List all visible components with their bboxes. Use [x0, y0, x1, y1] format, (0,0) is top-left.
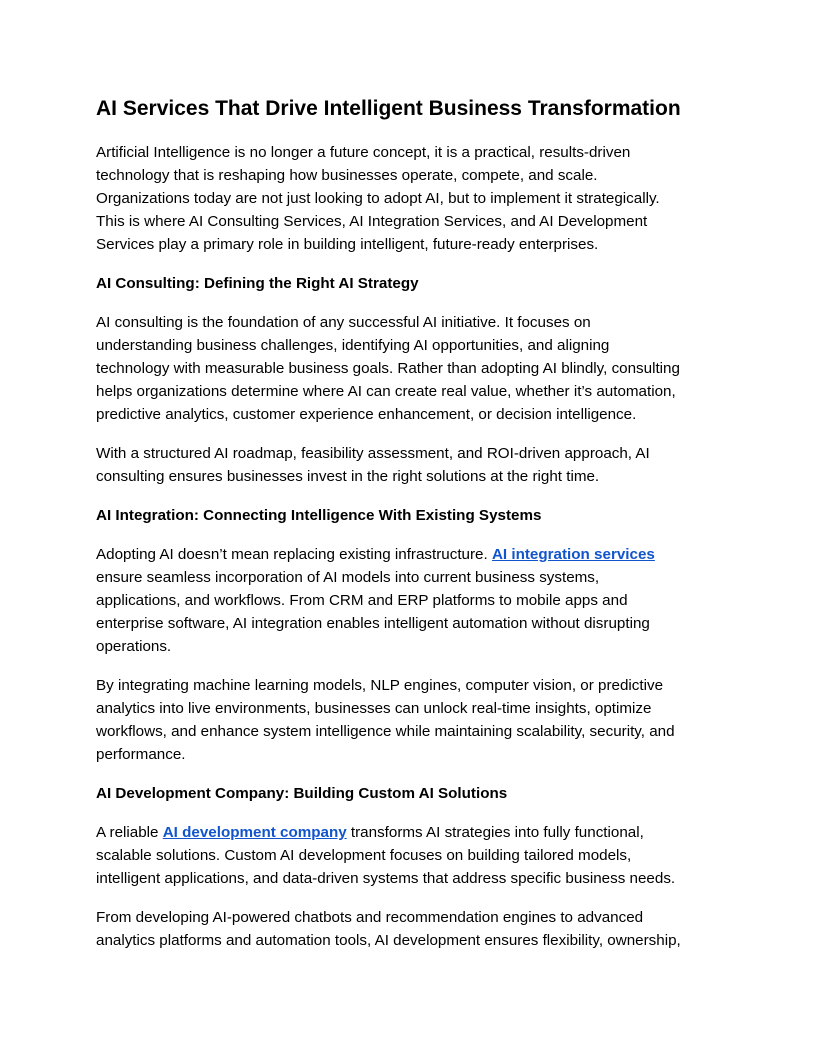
text-line [96, 821, 724, 844]
consulting-heading: AI Consulting: Defining the Right AI Strategy [96, 275, 419, 292]
integration-heading: AI Integration: Connecting Intelligence With Existing Systems [96, 507, 542, 524]
text-line: From developing AI-powered chatbots and recommendation engines to advanced [96, 909, 644, 926]
text-line: Artificial Intelligence is no longer a future concept, it is a practical, results-driven [96, 144, 631, 161]
text-line: AI consulting is the foundation of any successful AI initiative. It focuses on [96, 314, 591, 331]
text-line: intelligent applications, and data-driven systems that address specific business needs. [96, 870, 676, 887]
text-line: workflows, and enhance system intelligence while maintaining scalability, security, and [96, 723, 675, 740]
text-line: understanding business challenges, identifying AI opportunities, and aligning [96, 337, 610, 354]
text-line: applications, and workflows. From CRM and ERP platforms to mobile apps and [96, 592, 628, 609]
consulting-paragraph-2 [96, 442, 724, 488]
text-line: technology that is reshaping how businesses operate, compete, and scale. [96, 167, 598, 184]
text-line: analytics into live environments, businesses can unlock real-time insights, optimize [96, 700, 652, 717]
text-line: This is where AI Consulting Services, AI Integration Services, and AI Development [96, 213, 648, 230]
intro-paragraph [96, 141, 724, 256]
integration-paragraph-1 [96, 543, 724, 658]
ai-development-company-link[interactable]: AI development company [162, 824, 347, 841]
development-paragraph-1 [96, 821, 724, 890]
text-line: analytics platforms and automation tools, AI development ensures flexibility, ownership, [96, 932, 681, 949]
text-line: ensure seamless incorporation of AI models into current business systems, [96, 569, 600, 586]
consulting-paragraph-1 [96, 311, 724, 426]
text-line: By integrating machine learning models, NLP engines, computer vision, or predictive [96, 677, 664, 694]
text-segment: transforms AI strategies into fully functional, [346, 824, 644, 841]
text-line: technology with measurable business goals. Rather than adopting AI blindly, consulting [96, 360, 680, 377]
integration-paragraph-2 [96, 674, 724, 766]
text-line: enterprise software, AI integration enables intelligent automation without disrupting [96, 615, 650, 632]
text-line: Organizations today are not just looking to adopt AI, but to implement it strategically. [96, 190, 660, 207]
text-line: helps organizations determine where AI can create real value, whether it’s automation, [96, 383, 676, 400]
document-title: AI Services That Drive Intelligent Business Transformation [96, 97, 681, 120]
text-line: predictive analytics, customer experience enhancement, or decision intelligence. [96, 406, 637, 423]
text-line: performance. [96, 746, 186, 763]
text-line: Services play a primary role in building intelligent, future-ready enterprises. [96, 236, 599, 253]
ai-integration-services-link[interactable]: AI integration services [491, 546, 655, 563]
text-line: operations. [96, 638, 172, 655]
text-line: With a structured AI roadmap, feasibility assessment, and ROI-driven approach, AI [96, 445, 650, 462]
text-segment: A reliable [96, 824, 163, 841]
text-segment: Adopting AI doesn’t mean replacing existing infrastructure. [96, 546, 492, 563]
text-line [96, 543, 724, 566]
text-line: scalable solutions. Custom AI development focuses on building tailored models, [96, 847, 632, 864]
development-heading: AI Development Company: Building Custom AI Solutions [96, 785, 508, 802]
development-paragraph-2 [96, 906, 724, 952]
text-line: consulting ensures businesses invest in the right solutions at the right time. [96, 468, 600, 485]
